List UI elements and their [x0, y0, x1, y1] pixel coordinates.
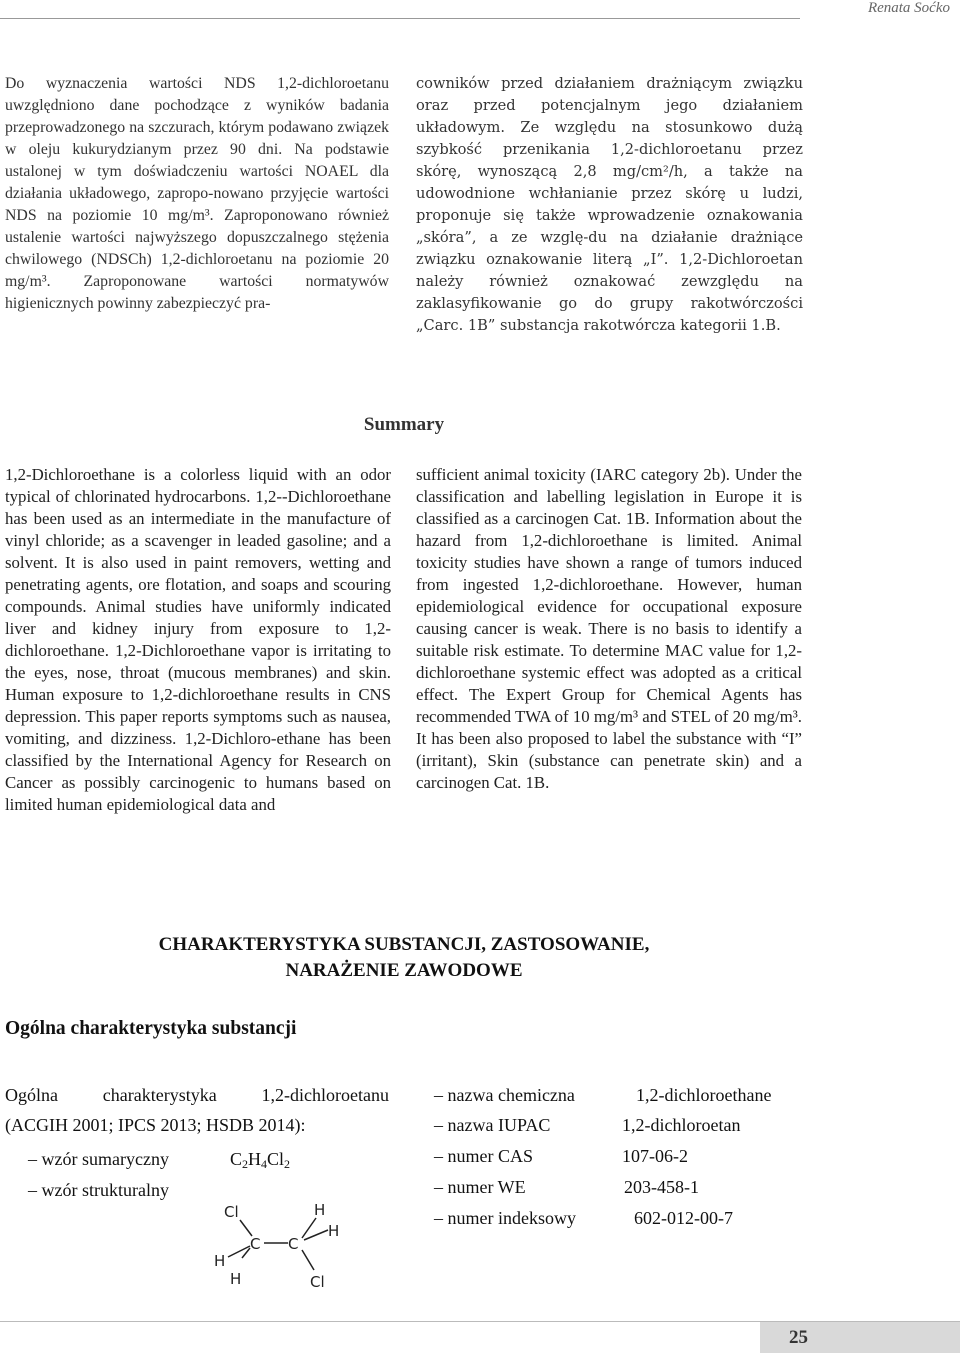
english-summary-right-column	[416, 464, 802, 794]
structural-formula-diagram	[200, 1198, 360, 1298]
bond	[304, 1230, 328, 1240]
intro-word: charakterystyka	[102, 1085, 217, 1105]
identifier-label: – nazwa chemiczna	[434, 1085, 575, 1105]
formula-element: C	[230, 1149, 243, 1169]
identifier-row	[434, 1085, 772, 1106]
identifier-label: – numer WE	[434, 1177, 526, 1197]
atom-label: H	[314, 1201, 326, 1219]
running-header-author: Renata Soćko	[867, 0, 950, 16]
page-number: 25	[789, 1327, 808, 1348]
general-sources: (ACGIH 2001; IPCS 2013; HSDB 2014):	[5, 1115, 306, 1135]
identifier-value: 1,2-dichloroetan	[622, 1115, 741, 1135]
polish-summary-left-text: Do wyznaczenia wartości NDS 1,2-dichloroetanu uwzględniono dane pochodzące z wyników badania przeprowadzonego na szczurach, którym podawano związek w oleju kukurydzianym przez 90 dni. Na podstawie ustalonej w tym doświadczeniu wartości NOAEL dla działania układowego, zapropo-nowano przyjęcie wartości NDS na poziomie 10 mg/m³. Zaproponowano również ustalenie wartości najwyższego dopuszczalnego stężenia chwilowego (NDSCh) 1,2-dichloroetanu na poziomie 20 mg/m³. Zaproponowane wartości normatywów higienicznych powinny zabezpieczyć pra-	[5, 75, 389, 312]
atom-label: Cl	[310, 1273, 325, 1291]
english-summary-left-text: 1,2-Dichloroethane is a colorless liquid with an odor typical of chlorinated hydrocarbons. 1,2--Dichloroethane has been used as an intermediate in the manufacture of vinyl chloride; as a scavenger in leaded gasoline; and a solvent. It is also used in paint removers, wetting and penetrating agents, ore flotation, and soaps and scouring compounds. Animal studies have uniformly indicated liver and kidney injury from exposure to 1,2-dichloroethane. 1,2-Dichloroethane vapor is irritating to the eyes, nose, throat (mucous membranes) and skin. Human exposure to 1,2-dichloroethane results in CNS depression. This paper reports symptoms such as nausea, vomiting, and dizziness. 1,2-Dichloro-ethane has been classified by the International Agency for Research on Cancer as possibly carcinogenic to humans based on limited human epidemiological data and	[5, 465, 391, 814]
intro-word: 1,2-dichloroetanu	[261, 1085, 389, 1105]
polish-summary-left-column	[5, 73, 389, 315]
formula-subscript: 2	[284, 1157, 291, 1171]
atom-label: H	[230, 1270, 242, 1288]
polish-summary-right-column	[416, 73, 803, 337]
polish-summary-right-text: cowników przed działaniem drażniącym związku oraz przed potencjalnym jego działaniem układowym. Ze względu na stosunkowo dużą szybkość przenikania 1,2-dichloroetanu przez skórę, wynoszącą 2,8 mg/cm²/h, a także na udowodnione wchłanianie przez skórę u ludzi, proponuje się także wprowadzenie oznakowania „skóra”, a ze wzglę-du na działanie drażniące związku oznakowanie literą „I”. 1,2-Dichloroetan należy również oznakować zewzględu na zaklasyfikowanie go do grupy rakotwórczości „Carc. 1B” substancja rakotwórcza kategorii 1.B.	[416, 75, 803, 334]
atom-label: Cl	[224, 1203, 239, 1221]
general-intro-line	[5, 1085, 389, 1106]
structure-bonds	[228, 1218, 328, 1270]
identifier-value: 602-012-00-7	[634, 1208, 733, 1228]
identifier-value: 1,2-dichloroethane	[636, 1085, 772, 1105]
identifier-value: 107-06-2	[622, 1146, 688, 1166]
identifier-row	[434, 1146, 688, 1167]
chapter-heading-line-2: NARAŻENIE ZAWODOWE	[285, 960, 523, 981]
identifier-row	[434, 1208, 733, 1229]
english-summary-right-text: sufficient animal toxicity (IARC category 2b). Under the classification and labelling legislation in Europe it is classified as a carcinogen Cat. 1B. Information about the hazard from 1,2-dichloroethane is limited. Animal toxicity studies have shown a range of tumors induced from ingested 1,2-dichloroethane. However, human epidemiological evidence for occupational exposure causing cancer is weak. There is no basis to identify a suitable risk estimate. To determine MAC value for 1,2-dichloroethane systemic effect was adopted as a critical effect. The Expert Group for Chemical Agents has recommended TWA of 10 mg/m³ and STEL of 20 mg/m³. It has been also proposed to label the substance with “I” (irritant), Skin (substance can penetrate skin) and a carcinogen Cat. 1B.	[416, 465, 802, 792]
structural-formula-row	[28, 1180, 169, 1201]
identifier-row	[434, 1115, 741, 1136]
identifier-label: – numer CAS	[434, 1146, 533, 1166]
intro-word: Ogólna	[5, 1085, 58, 1105]
identifier-row	[434, 1177, 699, 1198]
formula-element: H	[248, 1149, 262, 1169]
identifier-label: – nazwa IUPAC	[434, 1115, 551, 1135]
summary-heading: Summary	[363, 414, 445, 435]
header-rule	[0, 18, 800, 19]
english-summary-left-column	[5, 464, 391, 816]
atom-label: H	[214, 1252, 226, 1270]
molecular-formula-value	[230, 1149, 290, 1172]
identifier-value: 203-458-1	[624, 1177, 699, 1197]
identifier-label: – numer indeksowy	[434, 1208, 576, 1228]
molecular-formula-row	[28, 1149, 291, 1171]
atom-label: H	[328, 1222, 340, 1240]
atom-label: C	[250, 1235, 261, 1253]
chapter-heading-line-1: CHARAKTERYSTYKA SUBSTANCJI, ZASTOSOWANIE,	[158, 934, 650, 955]
bond	[302, 1250, 314, 1270]
molecular-formula-label: – wzór sumaryczny	[28, 1149, 169, 1169]
bond	[240, 1220, 252, 1236]
formula-subscript: 4	[261, 1157, 268, 1171]
formula-element: Cl	[267, 1149, 285, 1169]
section-heading: Ogólna charakterystyka substancji	[5, 1018, 297, 1039]
chapter-heading	[0, 932, 808, 984]
bond	[302, 1218, 316, 1238]
formula-subscript: 2	[242, 1157, 249, 1171]
structural-formula-label: – wzór strukturalny	[28, 1180, 169, 1200]
atom-label: C	[288, 1235, 299, 1253]
